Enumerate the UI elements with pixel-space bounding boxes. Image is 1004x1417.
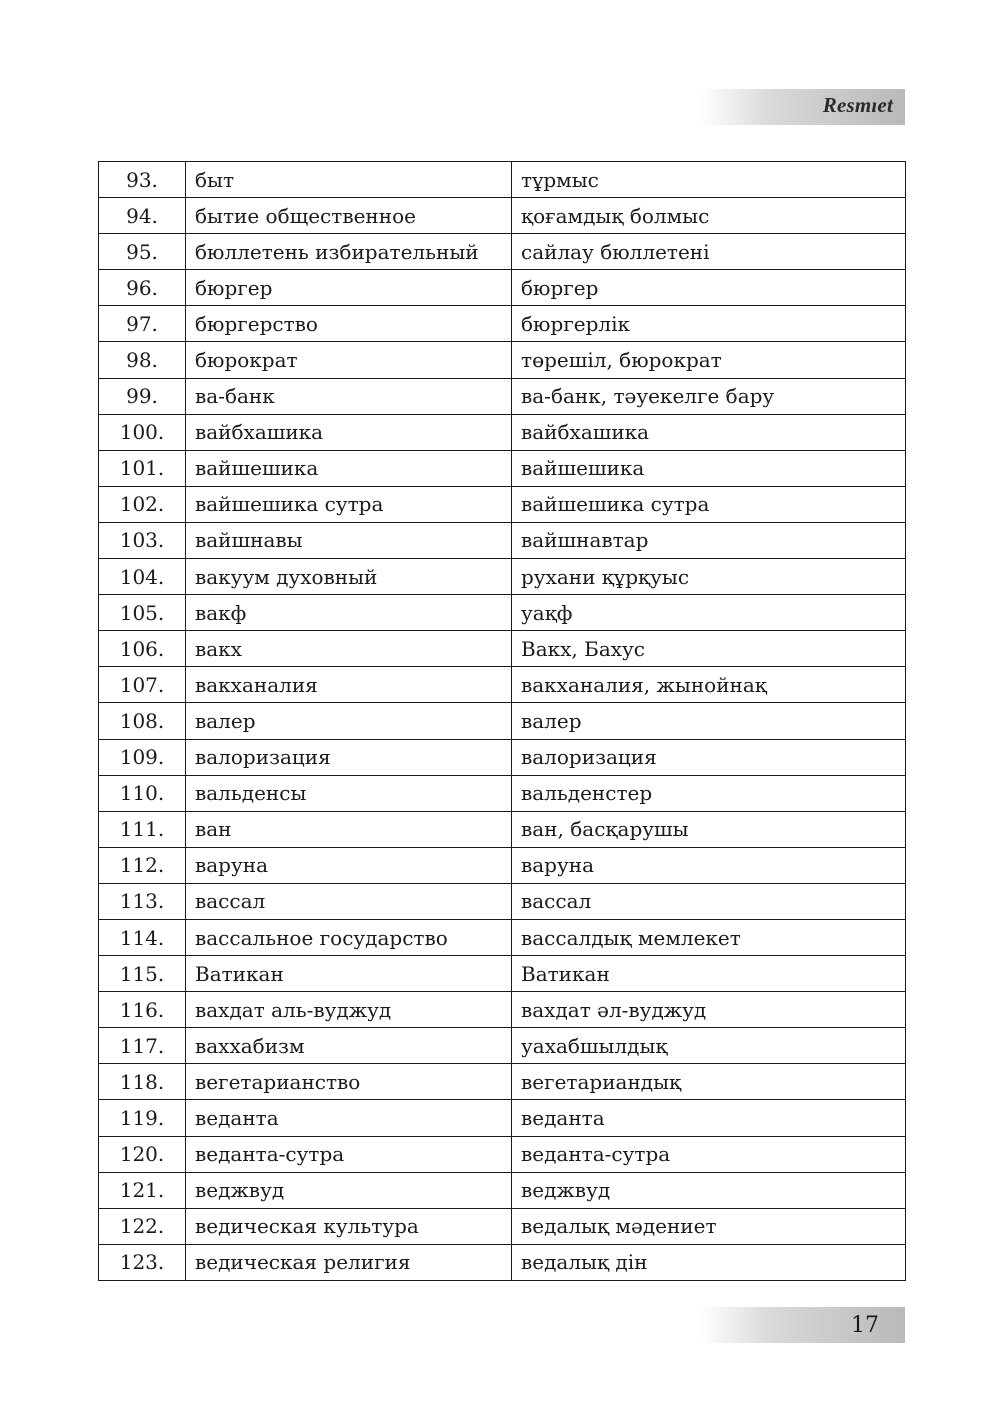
table-row bbox=[99, 919, 906, 955]
kazakh-term: ва-банк, тәуекелге бару bbox=[512, 378, 906, 414]
page-number: 17 bbox=[851, 1313, 879, 1338]
table-row bbox=[99, 1244, 906, 1280]
kazakh-term: сайлау бюллетені bbox=[512, 234, 906, 270]
russian-term: ведическая религия bbox=[186, 1244, 512, 1280]
table-row bbox=[99, 162, 906, 198]
row-number: 99. bbox=[99, 378, 186, 414]
russian-term: вегетарианство bbox=[186, 1064, 512, 1100]
table-row bbox=[99, 992, 906, 1028]
row-number: 122. bbox=[99, 1208, 186, 1244]
row-number: 95. bbox=[99, 234, 186, 270]
row-number: 106. bbox=[99, 631, 186, 667]
row-number: 98. bbox=[99, 342, 186, 378]
kazakh-term: вайшешика сутра bbox=[512, 486, 906, 522]
kazakh-term: веданта-сутра bbox=[512, 1136, 906, 1172]
table-row bbox=[99, 595, 906, 631]
kazakh-term: рухани құрқуыс bbox=[512, 559, 906, 595]
row-number: 109. bbox=[99, 739, 186, 775]
table-row bbox=[99, 847, 906, 883]
row-number: 117. bbox=[99, 1028, 186, 1064]
row-number: 112. bbox=[99, 847, 186, 883]
table-row bbox=[99, 1064, 906, 1100]
table-row bbox=[99, 775, 906, 811]
table-row bbox=[99, 883, 906, 919]
kazakh-term: валер bbox=[512, 703, 906, 739]
kazakh-term: уақф bbox=[512, 595, 906, 631]
kazakh-term: Ватикан bbox=[512, 956, 906, 992]
russian-term: бюргер bbox=[186, 270, 512, 306]
row-number: 105. bbox=[99, 595, 186, 631]
glossary-table bbox=[98, 161, 906, 1281]
table-row bbox=[99, 667, 906, 703]
kazakh-term: вайшешика bbox=[512, 450, 906, 486]
kazakh-term: тұрмыс bbox=[512, 162, 906, 198]
running-header bbox=[700, 89, 905, 125]
kazakh-term: вассал bbox=[512, 883, 906, 919]
table-row bbox=[99, 414, 906, 450]
row-number: 103. bbox=[99, 522, 186, 558]
row-number: 101. bbox=[99, 450, 186, 486]
row-number: 108. bbox=[99, 703, 186, 739]
table-row bbox=[99, 486, 906, 522]
row-number: 110. bbox=[99, 775, 186, 811]
table-row bbox=[99, 522, 906, 558]
russian-term: валоризация bbox=[186, 739, 512, 775]
kazakh-term: ведалық дін bbox=[512, 1244, 906, 1280]
russian-term: веданта bbox=[186, 1100, 512, 1136]
table-row bbox=[99, 234, 906, 270]
russian-term: вассал bbox=[186, 883, 512, 919]
kazakh-term: төрешіл, бюрократ bbox=[512, 342, 906, 378]
table-row bbox=[99, 703, 906, 739]
kazakh-term: валоризация bbox=[512, 739, 906, 775]
kazakh-term: қоғамдық болмыс bbox=[512, 198, 906, 234]
russian-term: вахдат аль-вуджуд bbox=[186, 992, 512, 1028]
kazakh-term: бюргер bbox=[512, 270, 906, 306]
kazakh-term: вахдат әл-вуджуд bbox=[512, 992, 906, 1028]
kazakh-term: вайбхашика bbox=[512, 414, 906, 450]
russian-term: вайшешика сутра bbox=[186, 486, 512, 522]
table-row bbox=[99, 1100, 906, 1136]
kazakh-term: веджвуд bbox=[512, 1172, 906, 1208]
kazakh-term: веданта bbox=[512, 1100, 906, 1136]
row-number: 96. bbox=[99, 270, 186, 306]
russian-term: ведическая культура bbox=[186, 1208, 512, 1244]
russian-term: валер bbox=[186, 703, 512, 739]
kazakh-term: ван, басқарушы bbox=[512, 811, 906, 847]
kazakh-term: бюргерлік bbox=[512, 306, 906, 342]
row-number: 116. bbox=[99, 992, 186, 1028]
russian-term: варуна bbox=[186, 847, 512, 883]
row-number: 120. bbox=[99, 1136, 186, 1172]
kazakh-term: вальденстер bbox=[512, 775, 906, 811]
russian-term: бюрократ bbox=[186, 342, 512, 378]
russian-term: ва-банк bbox=[186, 378, 512, 414]
russian-term: вайшешика bbox=[186, 450, 512, 486]
table-row bbox=[99, 1208, 906, 1244]
kazakh-term: вассалдық мемлекет bbox=[512, 919, 906, 955]
kazakh-term: уахабшылдық bbox=[512, 1028, 906, 1064]
table-row bbox=[99, 378, 906, 414]
table-row bbox=[99, 270, 906, 306]
page-footer bbox=[700, 1307, 905, 1343]
table-row bbox=[99, 956, 906, 992]
russian-term: бюргерство bbox=[186, 306, 512, 342]
row-number: 94. bbox=[99, 198, 186, 234]
russian-term: вакф bbox=[186, 595, 512, 631]
russian-term: веданта-сутра bbox=[186, 1136, 512, 1172]
russian-term: вальденсы bbox=[186, 775, 512, 811]
table-row bbox=[99, 1136, 906, 1172]
row-number: 119. bbox=[99, 1100, 186, 1136]
row-number: 114. bbox=[99, 919, 186, 955]
table-row bbox=[99, 811, 906, 847]
kazakh-term: варуна bbox=[512, 847, 906, 883]
table-row bbox=[99, 198, 906, 234]
table-row bbox=[99, 1028, 906, 1064]
kazakh-term: вакханалия, жынойнақ bbox=[512, 667, 906, 703]
russian-term: веджвуд bbox=[186, 1172, 512, 1208]
russian-term: вакуум духовный bbox=[186, 559, 512, 595]
table-row bbox=[99, 1172, 906, 1208]
russian-term: бюллетень избирательный bbox=[186, 234, 512, 270]
row-number: 104. bbox=[99, 559, 186, 595]
russian-term: ваххабизм bbox=[186, 1028, 512, 1064]
russian-term: вассальное государство bbox=[186, 919, 512, 955]
row-number: 107. bbox=[99, 667, 186, 703]
russian-term: вайбхашика bbox=[186, 414, 512, 450]
russian-term: вакх bbox=[186, 631, 512, 667]
kazakh-term: вегетариандық bbox=[512, 1064, 906, 1100]
russian-term: вайшнавы bbox=[186, 522, 512, 558]
russian-term: бытие общественное bbox=[186, 198, 512, 234]
row-number: 121. bbox=[99, 1172, 186, 1208]
row-number: 93. bbox=[99, 162, 186, 198]
row-number: 113. bbox=[99, 883, 186, 919]
glossary-table-body bbox=[99, 162, 906, 1281]
kazakh-term: Вакх, Бахус bbox=[512, 631, 906, 667]
kazakh-term: вайшнавтар bbox=[512, 522, 906, 558]
russian-term: ван bbox=[186, 811, 512, 847]
row-number: 118. bbox=[99, 1064, 186, 1100]
table-row bbox=[99, 631, 906, 667]
row-number: 115. bbox=[99, 956, 186, 992]
russian-term: Ватикан bbox=[186, 956, 512, 992]
row-number: 102. bbox=[99, 486, 186, 522]
table-row bbox=[99, 739, 906, 775]
table-row bbox=[99, 559, 906, 595]
table-row bbox=[99, 450, 906, 486]
table-row bbox=[99, 306, 906, 342]
kazakh-term: ведалық мәдениет bbox=[512, 1208, 906, 1244]
table-row bbox=[99, 342, 906, 378]
row-number: 123. bbox=[99, 1244, 186, 1280]
row-number: 100. bbox=[99, 414, 186, 450]
row-number: 97. bbox=[99, 306, 186, 342]
russian-term: быт bbox=[186, 162, 512, 198]
row-number: 111. bbox=[99, 811, 186, 847]
russian-term: вакханалия bbox=[186, 667, 512, 703]
running-header-title: Resmıet bbox=[822, 93, 893, 117]
